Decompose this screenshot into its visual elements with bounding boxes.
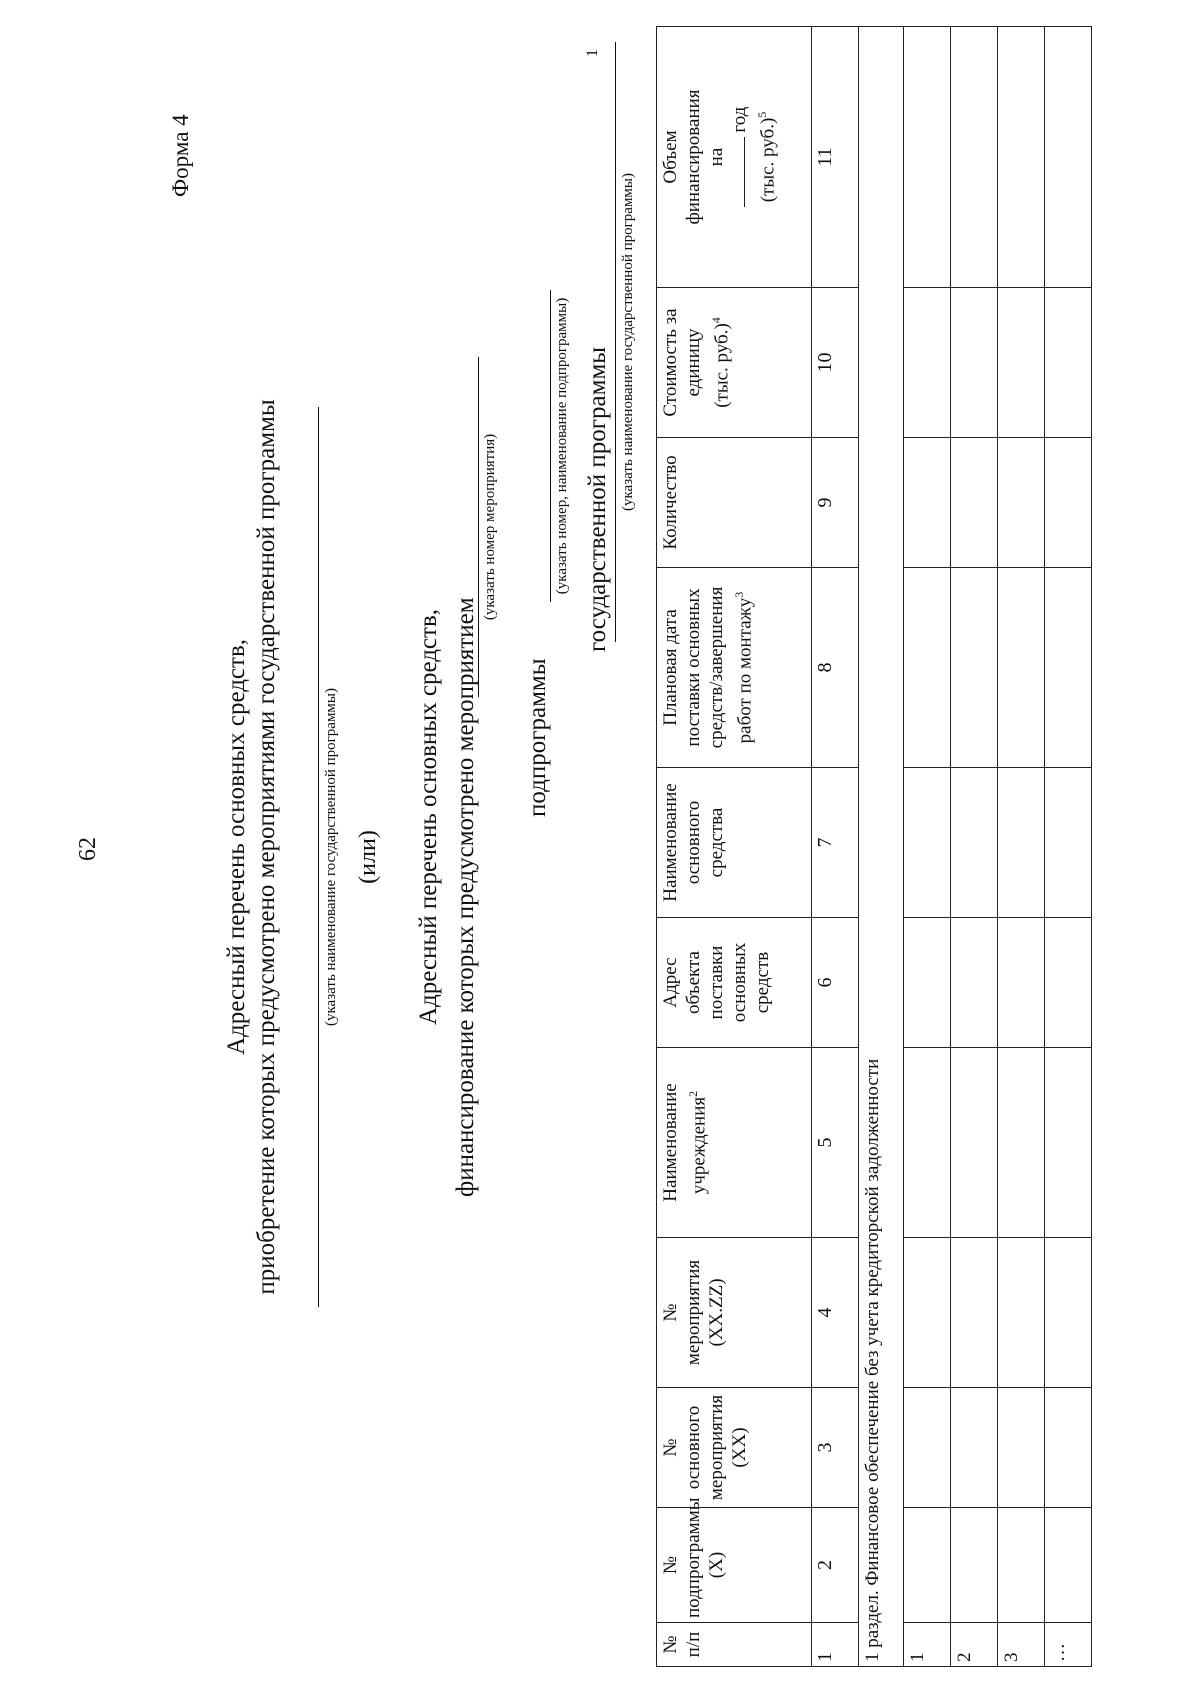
empty-cell <box>1045 438 1092 568</box>
empty-cell <box>998 1388 1045 1508</box>
program-blank <box>615 42 616 642</box>
empty-cell <box>998 288 1045 438</box>
empty-cell <box>951 568 998 768</box>
column-number: 6 <box>812 918 859 1048</box>
header-institution-text: Наименование учреждения <box>660 1083 710 1202</box>
title2-line3: подпрограммы <box>524 658 551 817</box>
empty-cell <box>1045 288 1092 438</box>
header-planned-date-text: Плановая дата поставки основных средств/завершения работ по монтажу <box>660 586 756 749</box>
program-name-hint: (указать наименование государственной программы) <box>323 688 339 1026</box>
empty-cell <box>1045 768 1092 918</box>
year-blank <box>730 137 745 207</box>
empty-cell <box>951 918 998 1048</box>
empty-cell <box>1045 1048 1092 1238</box>
header-unit-cost <box>657 288 812 438</box>
empty-cell <box>998 27 1045 288</box>
section-title: 1 раздел. Финансовое обеспечение без учета кредиторской задолженности <box>859 27 904 1667</box>
event-number-blank <box>478 357 479 697</box>
header-quantity: Количество <box>657 438 812 568</box>
empty-cell <box>1045 1508 1092 1623</box>
empty-cell <box>951 768 998 918</box>
empty-cell <box>998 1508 1045 1623</box>
footnote-4: 4 <box>709 317 723 324</box>
subprogram-blank <box>550 290 551 602</box>
footnote-mark: 1 <box>584 49 601 57</box>
empty-cell <box>998 768 1045 918</box>
column-number: 11 <box>812 27 859 288</box>
empty-cell <box>904 438 951 568</box>
empty-cell <box>904 27 951 288</box>
page-number: 62 <box>75 837 101 861</box>
column-number-row <box>812 27 859 1667</box>
empty-cell <box>1045 27 1092 288</box>
title2-line4: государственной программы <box>584 346 611 652</box>
empty-cell <box>1045 1238 1092 1388</box>
section-row <box>859 27 904 1667</box>
column-number: 9 <box>812 438 859 568</box>
row-number: 3 <box>998 1623 1045 1667</box>
header-delivery-address: Адрес объекта поставки основных средств <box>657 918 812 1048</box>
empty-cell <box>951 27 998 288</box>
header-institution <box>657 1048 812 1238</box>
title2-line2: финансирование которых предусмотрено мероприятием <box>452 597 479 1197</box>
empty-cell <box>951 1048 998 1238</box>
table-header-row <box>657 27 812 1667</box>
table-row <box>951 27 998 1667</box>
column-number: 3 <box>812 1388 859 1508</box>
header-main-event-number: № основного мероприятия (XX) <box>657 1388 812 1508</box>
form-label: Форма 4 <box>168 114 193 197</box>
empty-cell <box>904 568 951 768</box>
empty-cell <box>904 918 951 1048</box>
header-planned-date <box>657 568 812 768</box>
empty-cell <box>1045 918 1092 1048</box>
empty-cell <box>998 568 1045 768</box>
empty-cell <box>904 1238 951 1388</box>
table-row <box>1045 27 1092 1667</box>
header-row-number: № п/п <box>657 1623 812 1667</box>
subprogram-hint: (указать номер, наименование подпрограммы) <box>554 297 570 595</box>
footnote-5: 5 <box>755 111 769 118</box>
footnote-3: 3 <box>732 591 746 598</box>
empty-cell <box>951 438 998 568</box>
header-unit-cost-text: Стоимость за единицу (тыс. руб.) <box>660 308 733 417</box>
column-number: 1 <box>812 1623 859 1667</box>
table-row <box>998 27 1045 1667</box>
column-number: 4 <box>812 1238 859 1388</box>
header-subprogram-number: № подпрограммы (X) <box>657 1508 812 1623</box>
header-financing-volume <box>657 27 812 288</box>
empty-cell <box>951 288 998 438</box>
empty-cell <box>904 1388 951 1508</box>
volume-unit: (тыс. руб.) <box>757 117 779 203</box>
empty-cell <box>951 1388 998 1508</box>
row-number: 1 <box>904 1623 951 1667</box>
title1-line1: Адресный перечень основных средств, <box>223 638 250 1056</box>
header-event-number: № мероприятия (XX.ZZ) <box>657 1238 812 1388</box>
header-financing-volume-text: Объем финансирования на <box>660 89 727 225</box>
program-hint: (указать наименование государственной программы) <box>620 173 636 511</box>
empty-cell <box>904 288 951 438</box>
header-asset-name: Наименование основного средства <box>657 768 812 918</box>
program-name-blank <box>318 407 319 1307</box>
empty-cell <box>904 1048 951 1238</box>
footnote-2: 2 <box>686 1090 700 1097</box>
empty-cell <box>904 768 951 918</box>
empty-cell <box>1045 568 1092 768</box>
column-number: 7 <box>812 768 859 918</box>
or-text: (или) <box>355 830 381 884</box>
title-block-1 <box>222 297 282 1397</box>
empty-cell <box>951 1508 998 1623</box>
empty-cell <box>951 1238 998 1388</box>
empty-cell <box>1045 1388 1092 1508</box>
column-number: 5 <box>812 1048 859 1238</box>
column-number: 10 <box>812 288 859 438</box>
event-number-hint: (указать номер мероприятия) <box>482 433 498 621</box>
column-number: 2 <box>812 1508 859 1623</box>
title1-line2: приобретение которых предусмотрено мероприятиями государственной программы <box>253 399 280 1295</box>
table-row <box>904 27 951 1667</box>
empty-cell <box>998 1048 1045 1238</box>
empty-cell <box>998 438 1045 568</box>
row-number: 2 <box>951 1623 998 1667</box>
year-word: год <box>729 106 750 133</box>
empty-cell <box>998 1238 1045 1388</box>
title2-line1: Адресный перечень основных средств, <box>415 608 442 1026</box>
empty-cell <box>998 918 1045 1048</box>
row-number: … <box>1045 1623 1092 1667</box>
address-list-table <box>656 26 1092 1667</box>
empty-cell <box>904 1508 951 1623</box>
title-block-2 <box>414 417 444 1217</box>
column-number: 8 <box>812 568 859 768</box>
